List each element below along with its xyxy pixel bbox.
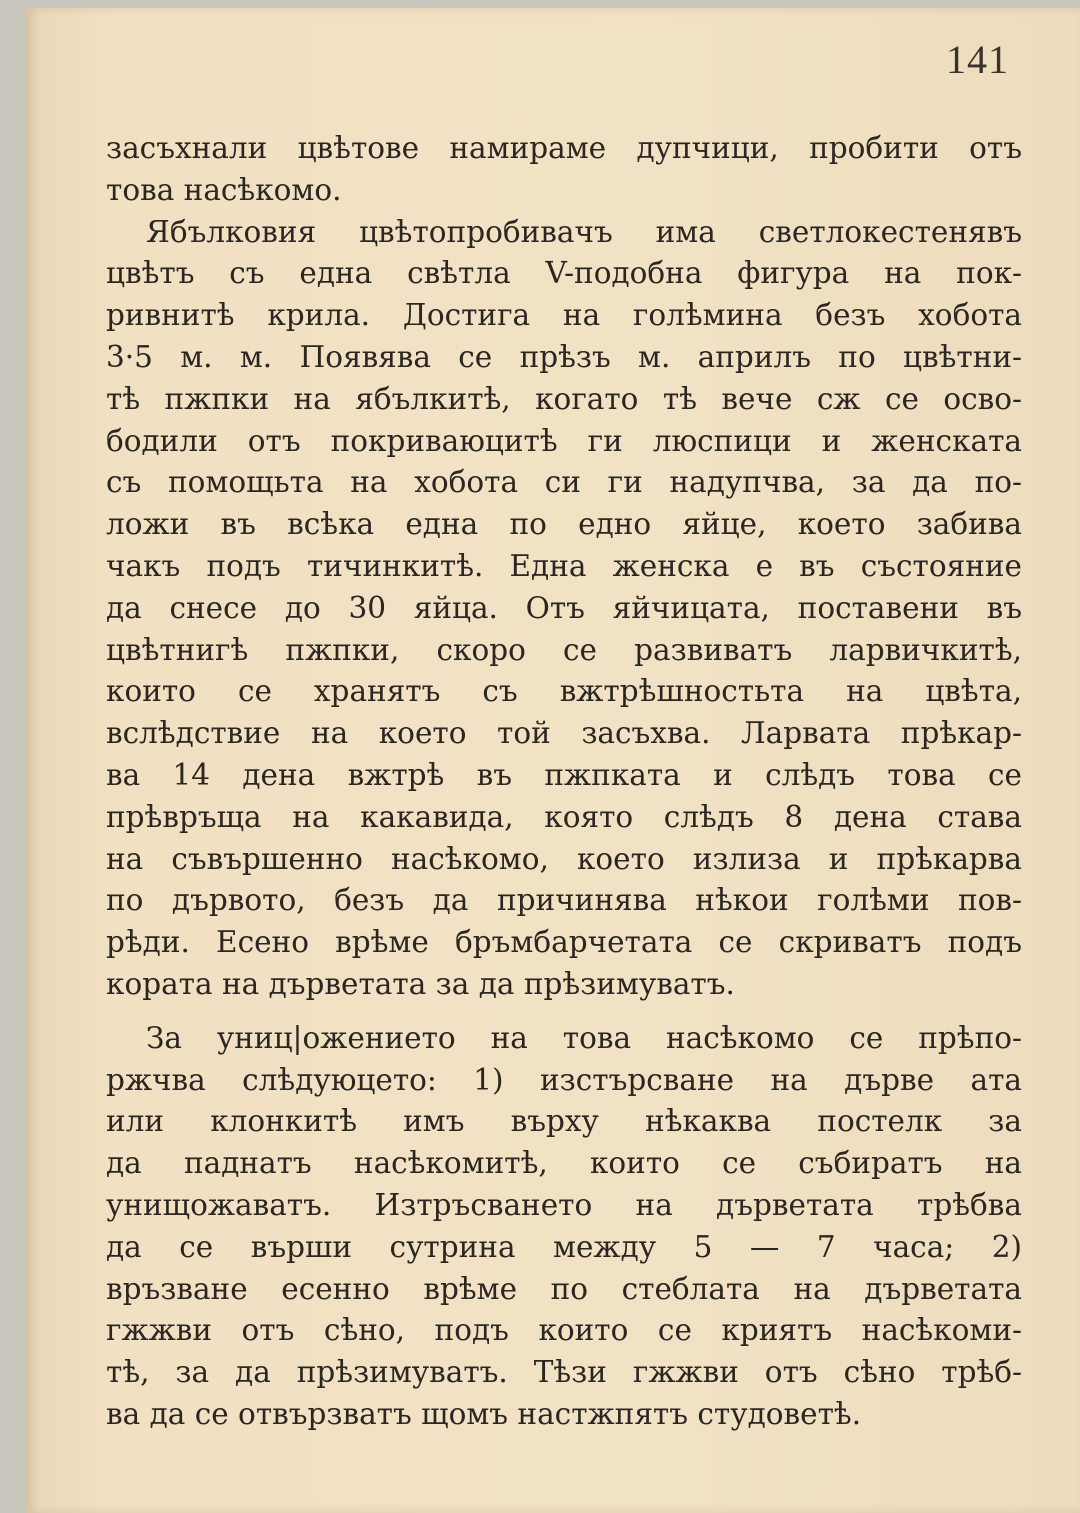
- text-line: ва 14 дена вжтрѣ въ пжпката и слѣдъ това се: [106, 757, 1022, 792]
- text-line: бодили отъ покриваюцитѣ ги люспици и женската: [106, 423, 1022, 458]
- paragraph-3: [106, 1018, 1022, 1436]
- text-line: Ябълковия цвѣтопробивачъ има светлокестенявъ: [146, 214, 1022, 249]
- text-line: които се хранятъ съ вжтрѣшностьта на цвѣта,: [106, 674, 1022, 709]
- text-line: чакъ подъ тичинкитѣ. Една женска е въ състояние: [106, 548, 1022, 583]
- page-number: 141: [946, 37, 1009, 82]
- book-page: [26, 8, 1080, 1513]
- paragraph-2: [106, 212, 1022, 1006]
- text-line: ложи въ всѣка една по едно яйце, което забива: [106, 507, 1022, 542]
- paragraph-1: [106, 128, 1022, 212]
- text-line: ва да се отвързватъ щомъ настжпятъ студоветѣ.: [106, 1396, 862, 1431]
- text-line: тѣ пжпки на ябълкитѣ, когато тѣ вече сж се осво-: [106, 381, 1022, 416]
- text-line: унищожаватъ. Изтръсването на дърветата трѣбва: [106, 1187, 1022, 1222]
- text-line: кората на дърветата за да прѣзимуватъ.: [106, 966, 735, 1001]
- text-line: съ помощьта на хобота си ги надупчва, за да по-: [106, 465, 1022, 500]
- text-line: това насѣкомо.: [106, 172, 342, 207]
- text-line: ржчва слѣдуюцето: 1) изстърсване на дърве ата: [106, 1062, 1022, 1097]
- text-line: на съвършенно насѣкомо, което излиза и прѣкарва: [106, 841, 1022, 876]
- text-line: засъхнали цвѣтове намираме дупчици, пробити отъ: [106, 131, 1022, 165]
- body-text: [106, 128, 1022, 1436]
- text-line: ривнитѣ крила. Достига на голѣмина безъ хобота: [106, 298, 1022, 333]
- text-line: тѣ, за да прѣзимуватъ. Тѣзи гжжви отъ сѣно трѣб-: [106, 1355, 1022, 1390]
- text-line: цвѣтнигѣ пжпки, скоро се развиватъ ларвичкитѣ,: [106, 632, 1022, 667]
- text-line: За униц|ожението на това насѣкомо се прѣпо-: [146, 1020, 1022, 1055]
- text-line: да паднатъ насѣкомитѣ, които се събиратъ на: [106, 1146, 1022, 1181]
- text-line: гжжви отъ сѣно, подъ които се криятъ насѣкоми-: [106, 1313, 1022, 1348]
- text-line: цвѣтъ съ една свѣтла V-подобна фигура на пок-: [106, 256, 1022, 291]
- text-line: прѣвръща на какавида, която слѣдъ 8 дена става: [106, 799, 1022, 834]
- text-line: 3·5 м. м. Появява се прѣзъ м. априлъ по цвѣтни-: [106, 339, 1022, 374]
- text-line: вслѣдствие на което той засъхва. Ларвата прѣкар-: [106, 716, 1022, 751]
- text-line: да снесе до 30 яйца. Отъ яйчицата, поставени въ: [106, 590, 1022, 625]
- text-line: по дървото, безъ да причинява нѣкои голѣми пов-: [106, 883, 1022, 918]
- text-line: връзване есенно врѣме по стеблата на дърветата: [106, 1271, 1022, 1306]
- text-line: рѣди. Есено врѣме бръмбарчетата се скриватъ подъ: [106, 925, 1022, 960]
- text-line: да се върши сутрина между 5 — 7 часа; 2): [106, 1229, 1022, 1264]
- text-line: или клонкитѣ имъ върху нѣкаква постелк за: [106, 1104, 1022, 1139]
